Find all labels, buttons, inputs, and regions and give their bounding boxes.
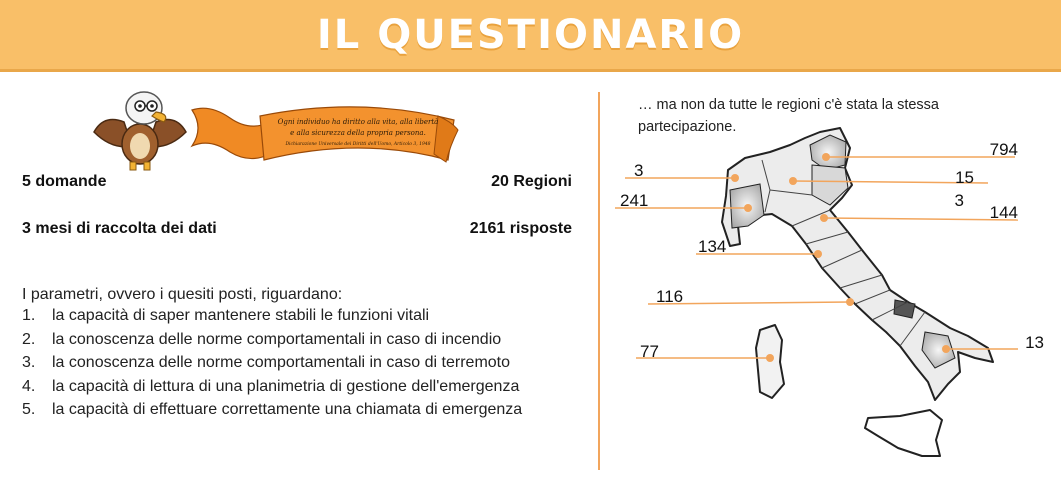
label-sardegna: 77 (640, 342, 659, 361)
stat-responses: 2161 risposte (469, 220, 572, 237)
label-trentino: 794 (989, 140, 1018, 159)
list-item (22, 307, 522, 331)
title-banner (0, 0, 1061, 72)
list-item (22, 401, 522, 425)
item-number: 2. (22, 330, 36, 348)
label-lazio: 116 (656, 287, 684, 306)
map-caption: … ma non da tutte le regioni c'è stata la stessa partecipazione. (638, 97, 939, 135)
item-number: 3. (22, 354, 36, 371)
item-number: 4. (22, 377, 36, 395)
list-item (22, 331, 522, 355)
quote-line-1: Ogni individuo ha diritto alla vita, alla libertà (277, 118, 439, 126)
quote-ribbon (190, 102, 460, 174)
item-number: 5. (22, 401, 36, 418)
stat-regions: 20 Regioni (491, 173, 572, 190)
item-text: la conoscenza delle norme comportamentali in caso di incendio (52, 330, 502, 348)
eagle-mascot-icon (90, 88, 190, 172)
list-item (22, 378, 522, 402)
quote-source: Dichiarazione Universale dei Diritti dell'Uomo, Articolo 3, 1948 (285, 142, 431, 147)
label-valle-aosta: 3 (634, 161, 644, 180)
item-text: la capacità di saper mantenere stabili le funzioni vitali (52, 307, 430, 324)
item-text: la capacità di lettura di una planimetria di gestione dell'emergenza (52, 377, 520, 395)
right-panel (600, 78, 1061, 480)
label-lombardia: 15 (955, 168, 974, 187)
label-piemonte: 241 (620, 191, 649, 210)
page-title: IL QUESTIONARIO (316, 11, 745, 58)
italy-map (600, 78, 1061, 480)
label-friuli: 3 (954, 191, 964, 210)
params-intro: I parametri, ovvero i quesiti posti, riguardano: (22, 286, 343, 303)
label-toscana: 134 (698, 237, 727, 256)
stat-months: 3 mesi di raccolta dei dati (22, 220, 217, 237)
label-basilicata: 13 (1025, 333, 1044, 352)
stat-questions: 5 domande (22, 173, 107, 190)
list-item (22, 354, 522, 378)
item-text: la capacità di effettuare correttamente una chiamata di emergenza (52, 401, 523, 418)
label-veneto: 144 (989, 203, 1018, 222)
left-panel (0, 78, 598, 480)
sicily (865, 410, 942, 456)
item-number: 1. (22, 307, 36, 324)
params-list (22, 307, 522, 425)
item-text: la conoscenza delle norme comportamentali in caso di terremoto (52, 354, 511, 371)
quote-line-2: e alla sicurezza della propria persona. (290, 129, 426, 137)
